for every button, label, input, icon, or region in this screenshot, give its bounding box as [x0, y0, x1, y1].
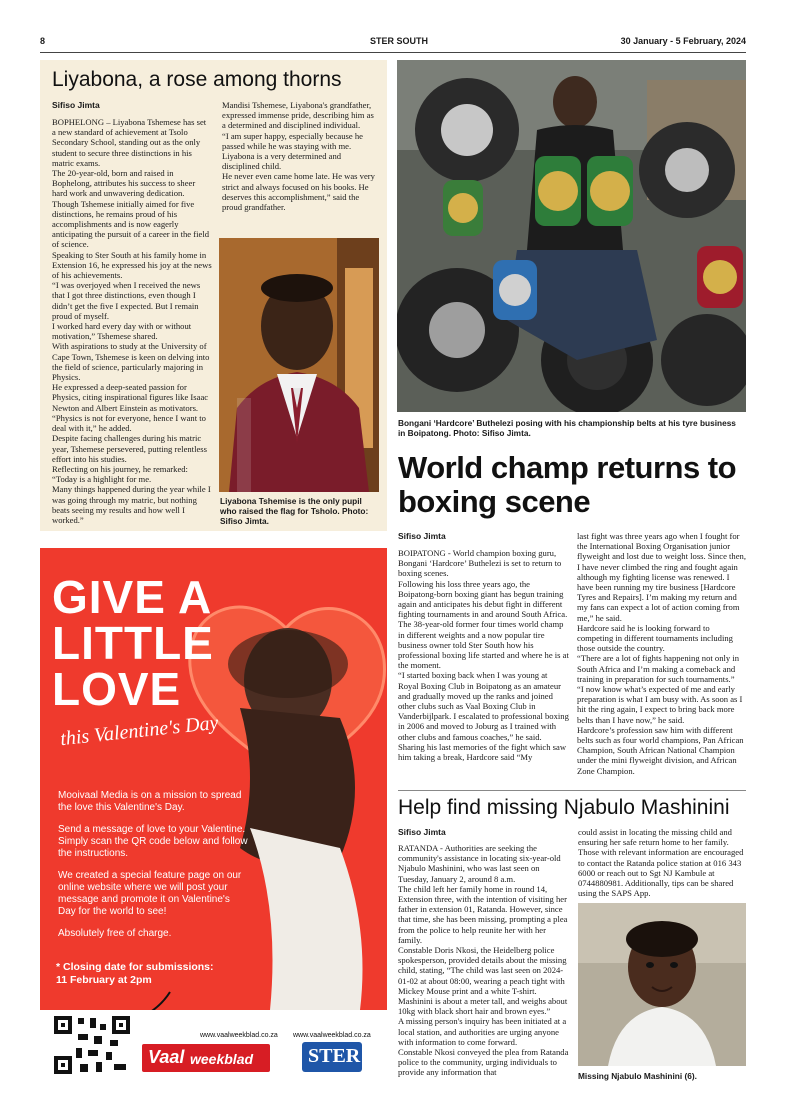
paragraph: Many things happened during the year while I was going through my matric, but nothing beats seeing my results and how well I worked.” [52, 484, 211, 525]
paragraph: could assist in locating the missing child and ensuring her safe return home to her family. Those with relevant information are encouraged to contact the Ratanda police station at 016 343 6000 or reach out to Sgt NJ Kambule at 0744880981. Additionally, tips can be shared using the SAPS App. [578, 827, 744, 899]
story-column-1 [398, 548, 570, 762]
story-column-2 [222, 100, 377, 212]
issue-date: 30 January - 5 February, 2024 [620, 36, 746, 46]
ad-closing-line: * Closing date for submissions: [56, 961, 214, 973]
ad-paragraph: Absolutely free of charge. [58, 928, 172, 939]
paragraph: The 38-year-old former four times world champ in different weights and a now popular tire business owner told Ster South how his professional boxing life started and where he is at the moment. [398, 619, 569, 671]
header-rule [40, 52, 746, 53]
story-column-1 [398, 843, 570, 1078]
ad-headline-line: LITTLE [52, 617, 214, 669]
story-byline: Sifiso Jimta [52, 100, 100, 110]
paragraph: A missing person's inquiry has been initiated at a local station, and authorities are urging anyone with information to come forward. [398, 1016, 567, 1047]
section-rule [398, 790, 746, 791]
paragraph: Hardcore said he is looking forward to competing in different tournaments including those outside the country. [577, 622, 733, 654]
paragraph: BOPHELONG – Liyabona Tshemese has set a new standard of achievement at Tsolo Secondary School, standing out as the only student to secure three distinctions in his matric exams. [52, 117, 207, 168]
paragraph: The child left her family home in round 14, Extension three, with the intention of visiting her father in extension 01, Ratanda. However, since that time, she has been missing, prompting a plea from the police to help reunite her with her family. [398, 883, 568, 945]
page-folio [40, 36, 746, 50]
paragraph: With aspirations to study at the University of Cape Town, Tshemese is keen on delving into the field of science, particularly majoring in Physics. [52, 341, 210, 383]
ad-headline-line: GIVE A [52, 571, 213, 623]
story-column-2 [578, 827, 746, 898]
story-column-2 [577, 531, 747, 776]
paragraph: Speaking to Ster South at his family home in Extension 16, he expressed his joy at the news of his achievements. [52, 249, 212, 281]
ad-script-text: this Valentine's Day [59, 711, 220, 751]
boxer-with-belts-illustration [397, 60, 746, 412]
ad-paragraph: Send a message of love to your Valentine. Simply scan the QR code below and follow the instructions. [58, 824, 248, 859]
story-liyabona [40, 60, 387, 531]
qr-code-icon[interactable] [52, 1014, 132, 1076]
ad-headline-line: LOVE [52, 663, 182, 715]
ster-logo: STER [302, 1042, 362, 1072]
paragraph: Mandisi Tshemese, Liyabona's grandfather, expressed immense pride, describing him as a determined and disciplined individual. [222, 100, 374, 131]
child-portrait-illustration [578, 903, 746, 1066]
photo-njabulo [578, 903, 746, 1066]
photo-hardcore-buthelezi [397, 60, 746, 412]
paragraph: “I am super happy, especially because he passed while he was staying with me. Liyabona is a very determined and disciplined child. [222, 130, 363, 172]
paragraph: last fight was three years ago when I fought for the International Boxing Organisation junior flyweight and lost due to weight loss. Since then, I have never climbed the ring and fought again although my fighting license was renewed. I have been running my tire business [Hardcore Tyres and Repairs]. I’m making my return and my fans can expect a lot of action coming from me,” he said. [577, 531, 746, 623]
paragraph: Sharing his last memories of the fight which saw him taking a break, Hardcore said “My [398, 741, 567, 763]
vaalweekblad-url[interactable]: www.vaalweekblad.co.za [200, 1032, 278, 1039]
paragraph: “I was overjoyed when I received the news that I got three distinctions, even though I didn’t get the five I expected. But I remain proud of myself. [52, 280, 201, 321]
ad-closing-line: 11 February at 2pm [56, 974, 152, 986]
story-column-1 [52, 117, 212, 525]
ad-body [58, 790, 248, 950]
paragraph: Though Tshemese initially aimed for five distinctions, he remains proud of his accomplishments and is now eagerly anticipating the pursuit of a career in the field of science. [52, 198, 210, 250]
vaal-weekblad-logo: Vaal weekblad [142, 1044, 270, 1072]
section-name: STER SOUTH [370, 36, 429, 46]
paragraph: “There are a lot of fights happening not only in South Africa and I’m making a comeback and training in preparation for such tournaments.” [577, 653, 740, 684]
paragraph: Following his loss three years ago, the Boipatong-born boxing giant has begun training again and anticipates his debut fight in different fighting tournaments in and around South Africa. [398, 578, 568, 620]
paragraph: The 20-year-old, born and raised in Bophelong, attributes his success to sheer hard work and unwavering dedication. [52, 168, 196, 199]
page-number: 8 [40, 36, 46, 46]
paragraph: Despite facing challenges during his matric year, Tshemese persevered, putting relentless effort into his studies. [52, 433, 207, 464]
student-portrait-illustration [219, 238, 379, 492]
ad-paragraph: We created a special feature page on our online website where we will post your message and promote it on Valentine's Day for the world to see! [58, 870, 242, 917]
paragraph: Constable Doris Nkosi, the Heidelberg police spokesperson, provided details about the missing child, stating, “The child was last seen on 2024-01-02 at about 08:00, wearing a peach tight with Mickey Mouse print and a white T-shirt. Mashinini is about a meter tall, and weighs about 10kg with black short hair and brown eyes.” [398, 945, 568, 1017]
paragraph: Hardcore’s profession saw him with different belts such as four world champions, Pan African Champion, South African National Champion under the mini flyweight division, and African Zone Champion. [577, 724, 744, 776]
paragraph: Constable Nkosi conveyed the plea from Ratanda police to the community, urging individuals to provide any information that [398, 1047, 569, 1078]
paragraph: “I started boxing back when I was young at Royal Boxing Club in Boipatong as an amateur and gradually moved up the ranks and joined other clubs such as Vaal Boxing Club in Vanderbijlpark. I escalated to professional boxing in 2006 and moved to Joburg as I trained with other clubs and famous coaches,” he said. [398, 670, 569, 742]
story-headline: Liyabona, a rose among thorns [52, 68, 342, 91]
paragraph: He expressed a deep-seated passion for Physics, citing inspirational figures like Isaac Newton and Albert Einstein as motivators. [52, 382, 209, 413]
ad-closing-date [56, 961, 214, 987]
paragraph: I worked hard every day with or without motivation,” Tshemese shared. [52, 321, 192, 342]
story-headline: World champ returns to boxing scene [398, 450, 737, 519]
ad-headline [52, 571, 214, 715]
photo-liyabona [219, 238, 379, 492]
ad-paragraph: Mooivaal Media is on a mission to spread the love this Valentine's Day. [58, 790, 242, 813]
paragraph: He never even came home late. He was very strict and always focused on his books. He deserves this accomplishment,” said the proud grandfather. [222, 171, 375, 213]
paragraph: BOIPATONG - World champion boxing guru, Bongani ‘Hardcore’ Buthelezi is set to return to boxing scenes. [398, 548, 562, 579]
photo-caption: Liyabona Tshemise is the only pupil who raised the flag for Tsholo. Photo: Sifiso Jimta. [220, 496, 369, 526]
photo-caption: Missing Njabulo Mashinini (6). [578, 1071, 697, 1081]
valentines-advert [40, 548, 387, 1080]
story-byline: Sifiso Jimta [398, 827, 446, 837]
paragraph: “I now know what’s expected of me and early preparation is what I am busy with. As soon as I hit the ring again, I expect to bring back more belts than I have now,” he said. [577, 684, 743, 725]
paragraph: “Physics is not for everyone, hence I want to deal with it,” he added. [52, 412, 206, 434]
ster-url[interactable]: www.vaalweekblad.co.za [293, 1032, 371, 1039]
paragraph: RATANDA - Authorities are seeking the community's assistance in locating six-year-old Njabulo Mashinini, who was last seen on Tuesday, January 2, around 8 a.m. [398, 843, 561, 884]
story-byline: Sifiso Jimta [398, 531, 446, 541]
photo-caption: Bongani ‘Hardcore’ Buthelezi posing with his championship belts at his tyre business in Boipatong. Photo: Sifiso Jimta. [398, 418, 736, 438]
story-headline: Help find missing Njabulo Mashinini [398, 796, 730, 819]
paragraph: Reflecting on his journey, he remarked: “Today is a highlight for me. [52, 463, 188, 485]
